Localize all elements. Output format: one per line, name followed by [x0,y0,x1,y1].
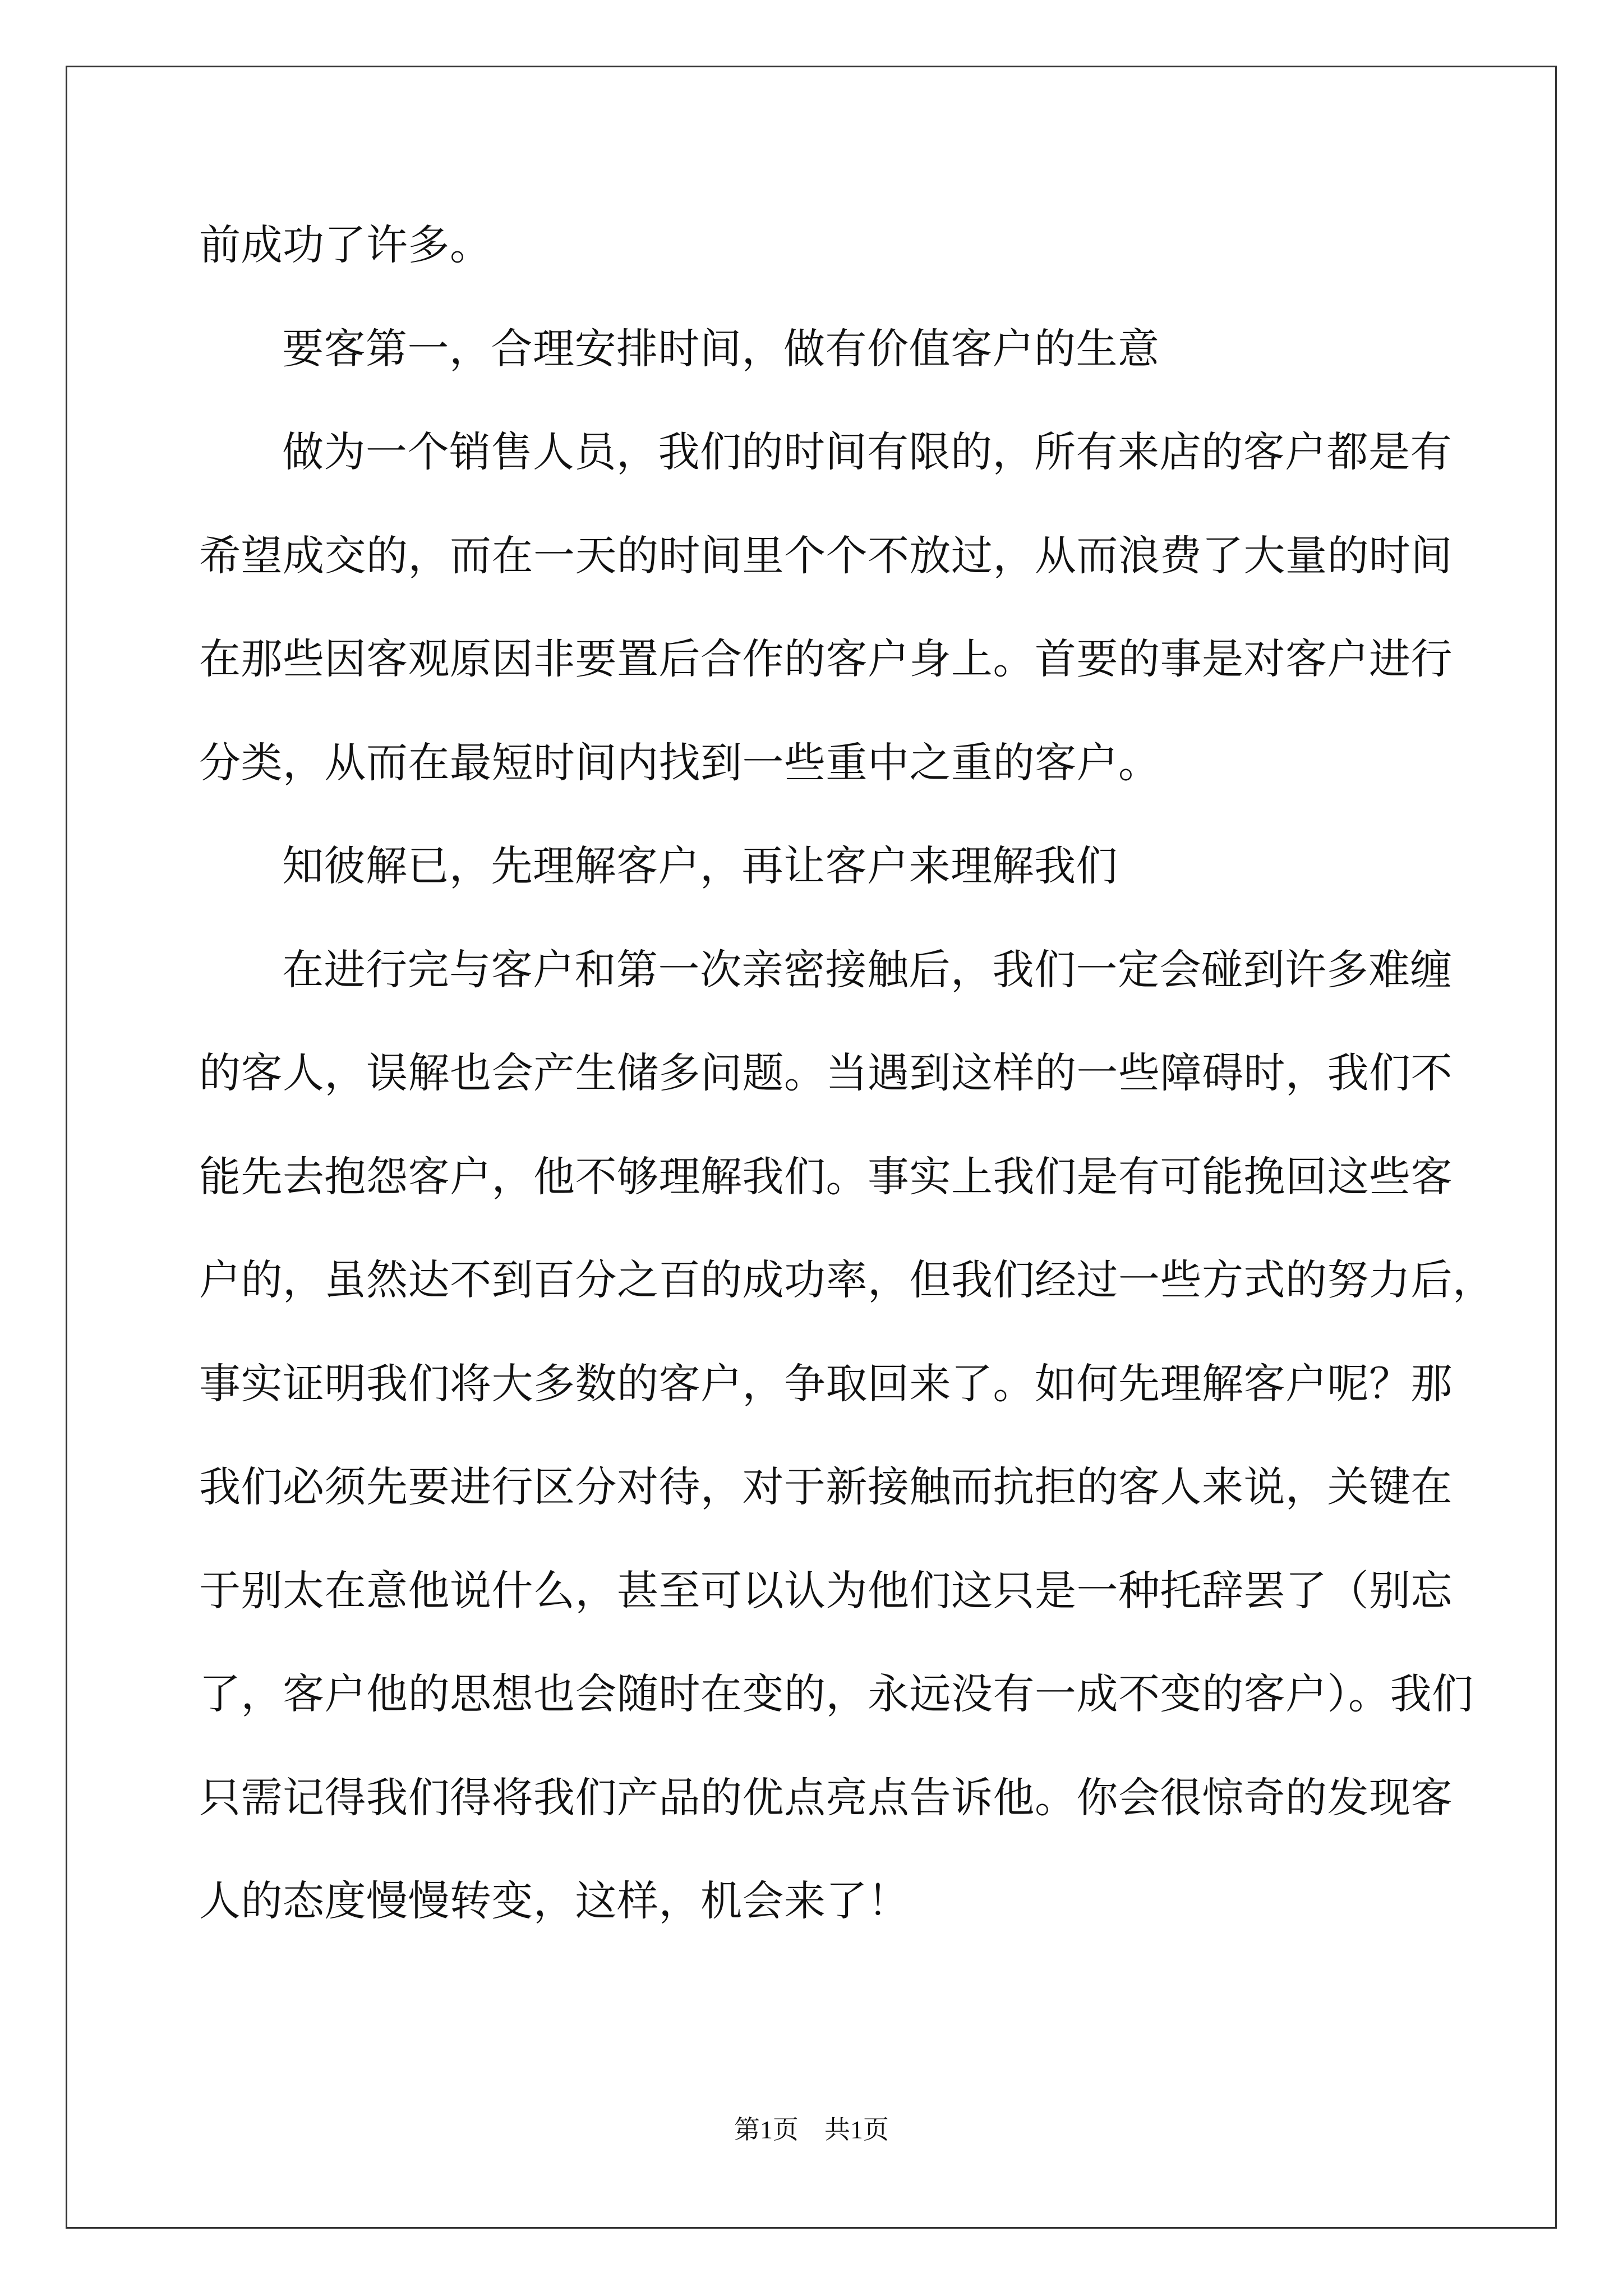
section-heading: 知彼解已，先理解客户，再让客户来理解我们 [282,842,1118,890]
text-line: 能先去抱怨客户，他不够理解我们。事实上我们是有可能挽回这些客 [199,1152,1453,1201]
text-line: 做为一个销售人员，我们的时间有限的，所有来店的客户都是有 [282,428,1452,476]
document-body [199,194,1495,1953]
text-line: 在进行完与客户和第一次亲密接触后，我们一定会碰到许多难缠 [282,945,1452,994]
text-line: 希望成交的，而在一天的时间里个个不放过，从而浪费了大量的时间 [199,531,1453,580]
text-line: 于别太在意他说什么，甚至可以认为他们这只是一种托辞罢了（别忘 [199,1566,1453,1615]
text-line: 的客人，误解也会产生储多问题。当遇到这样的一些障碍时，我们不 [199,1049,1453,1097]
page-footer: 第1页 共1页 [734,2115,889,2144]
text-line: 户的，虽然达不到百分之百的成功率，但我们经过一些方式的努力后， [199,1256,1495,1304]
text-line: 只需记得我们得将我们产品的优点亮点告诉他。你会很惊奇的发现客 [199,1773,1453,1822]
text-line: 在那些因客观原因非要置后合作的客户身上。首要的事是对客户进行 [199,635,1453,683]
text-line: 分类，从而在最短时间内找到一些重中之重的客户。 [199,738,1160,787]
text-line: 人的态度慢慢转变，这样，机会来了！ [199,1877,910,1925]
text-line: 了，客户他的思想也会随时在变的，永远没有一成不变的客户）。我们 [199,1670,1474,1718]
text-line: 我们必须先要进行区分对待，对于新接触而抗拒的客人来说，关键在 [199,1463,1453,1511]
section-heading: 要客第一，合理安排时间，做有价值客户的生意 [282,324,1160,373]
text-line: 事实证明我们将大多数的客户，争取回来了。如何先理解客户呢？那 [199,1359,1453,1408]
text-line: 前成功了许多。 [199,221,492,269]
